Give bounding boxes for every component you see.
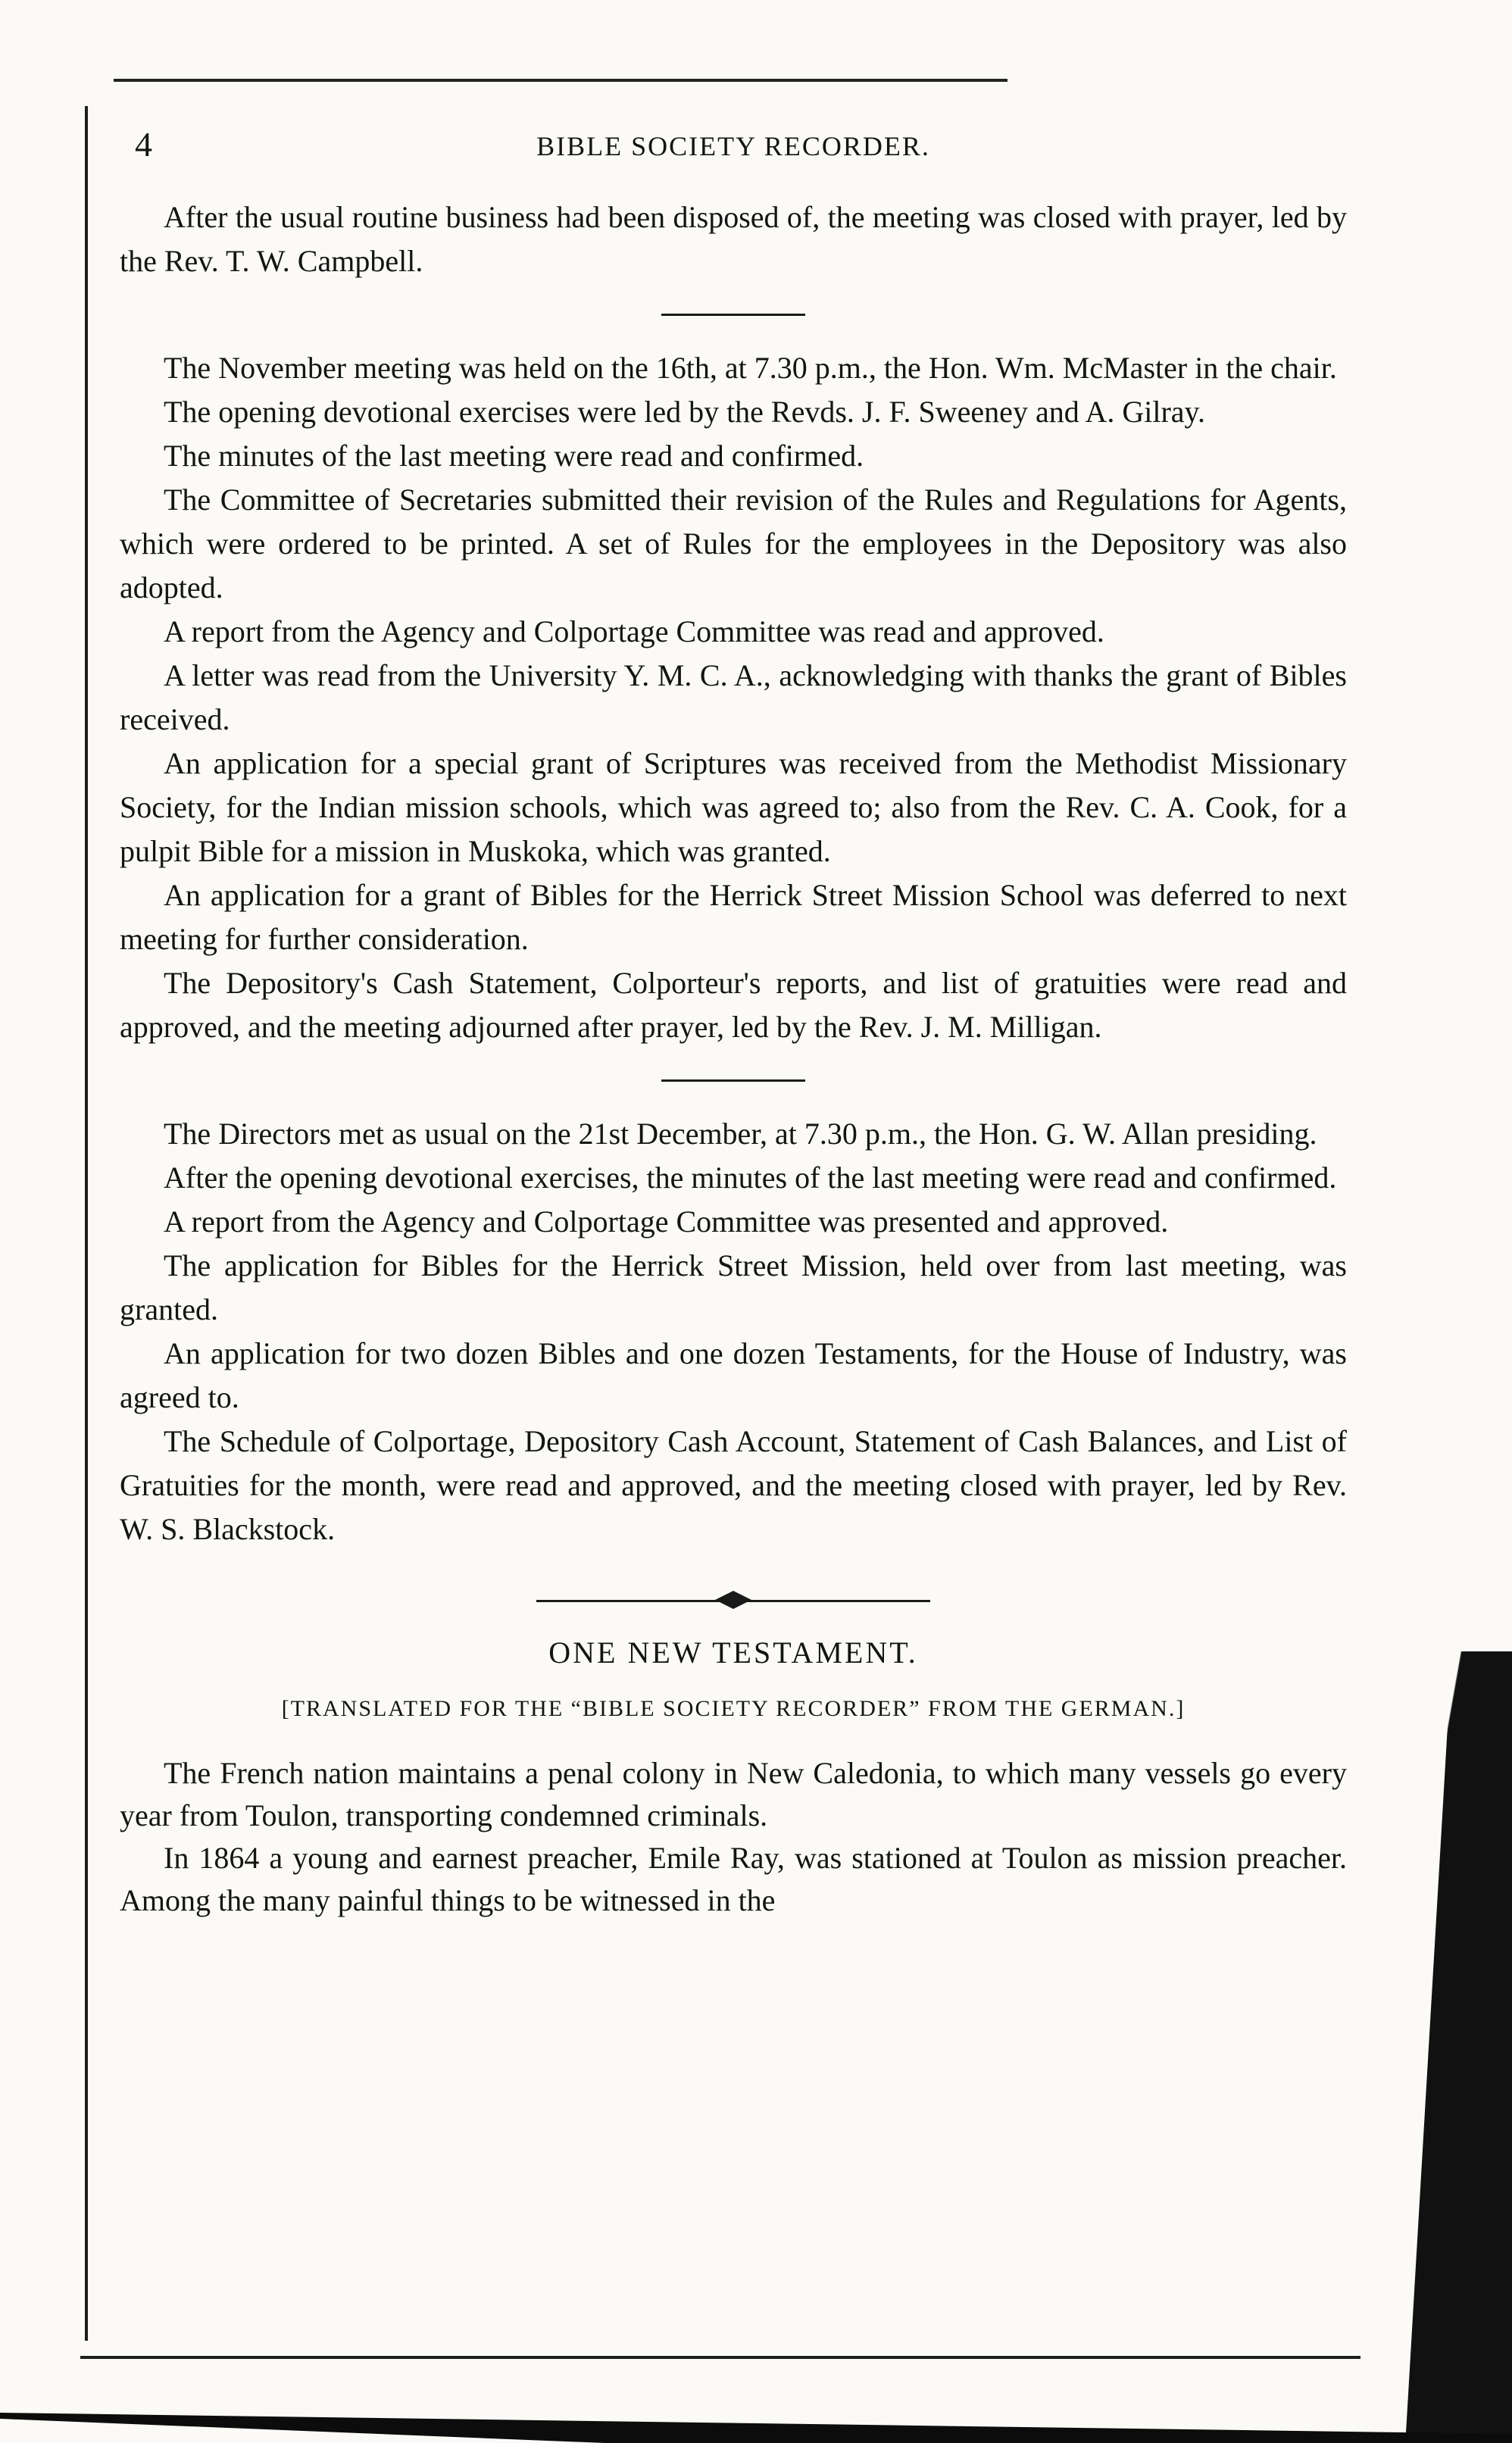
paragraph: A report from the Agency and Colportage Committee was read and approved.	[164, 614, 1104, 648]
paragraph: After the usual routine business had been disposed of, the meeting was closed with prayer, led by the Rev. T. W. Campbell.	[120, 200, 1347, 278]
paragraph: A letter was read from the University Y. M. C. A., acknowledging with thanks the grant of Bibles received.	[120, 658, 1347, 736]
running-title: BIBLE SOCIETY RECORDER.	[536, 131, 930, 161]
paragraph: In 1864 a young and earnest preacher, Emile Ray, was stationed at Toulon as mission preacher. Among the many painful things to be witnessed in the	[120, 1841, 1347, 1917]
paragraph: The Depository's Cash Statement, Colporteur's reports, and list of gratuities were read and approved, and the meeting adjourned after prayer, led by the Rev. J. M. Milligan.	[120, 966, 1347, 1044]
scan-shadow-bottom	[0, 2413, 1512, 2443]
article-one-new-testament	[120, 1635, 1347, 1922]
paragraph: The French nation maintains a penal colony in New Caledonia, to which many vessels go every year from Toulon, transporting condemned criminals.	[120, 1756, 1347, 1832]
article-subtitle: [TRANSLATED FOR THE “BIBLE SOCIETY RECORDER” FROM THE GERMAN.]	[281, 1696, 1186, 1721]
page	[120, 114, 1347, 1922]
diamond-ornament-icon	[715, 1591, 751, 1609]
paragraph: An application for two dozen Bibles and one dozen Testaments, for the House of Industry, was agreed to.	[120, 1336, 1347, 1414]
ornamental-divider	[536, 1589, 930, 1612]
paragraph: An application for a grant of Bibles for the Herrick Street Mission School was deferred to next meeting for further consideration.	[120, 878, 1347, 956]
paragraph: The Committee of Secretaries submitted their revision of the Rules and Regulations for Agents, which were ordered to be printed. A set of Rules for the employees in the Depository was also adopted.	[120, 483, 1347, 605]
page-number: 4	[135, 125, 152, 164]
paragraph: The minutes of the last meeting were read and confirmed.	[164, 439, 864, 473]
page-header	[120, 114, 1347, 182]
paragraph: The Schedule of Colportage, Depository Cash Account, Statement of Cash Balances, and List of Gratuities for the month, were read and approved, and the meeting closed with prayer, led by Rev. W. S. Blackstock.	[120, 1424, 1347, 1546]
paragraph: After the opening devotional exercises, the minutes of the last meeting were read and confirmed.	[164, 1161, 1337, 1195]
article-title: ONE NEW TESTAMENT.	[548, 1635, 918, 1670]
paragraph: An application for a special grant of Scriptures was received from the Methodist Missionary Society, for the Indian mission schools, which was agreed to; also from the Rev. C. A. Cook, for a pulpit Bible for a mission in Muskoka, which was granted.	[120, 746, 1347, 868]
scan-shadow-right	[1379, 1651, 1512, 2443]
section-divider	[661, 314, 805, 316]
paragraph: The Directors met as usual on the 21st December, at 7.30 p.m., the Hon. G. W. Allan presiding.	[164, 1117, 1317, 1151]
paragraph: The application for Bibles for the Herrick Street Mission, held over from last meeting, was granted.	[120, 1248, 1347, 1326]
bottom-rule	[80, 2356, 1360, 2359]
paragraph: The opening devotional exercises were led by the Revds. J. F. Sweeney and A. Gilray.	[164, 395, 1205, 429]
scan-top-rule	[114, 79, 1007, 82]
paragraph: A report from the Agency and Colportage Committee was presented and approved.	[164, 1204, 1169, 1239]
section-december-meeting	[120, 1112, 1347, 1551]
left-margin-rule	[85, 106, 88, 2341]
section-divider	[661, 1079, 805, 1082]
section-november-meeting	[120, 346, 1347, 1049]
section-opening	[120, 195, 1347, 283]
paragraph: The November meeting was held on the 16th, at 7.30 p.m., the Hon. Wm. McMaster in the chair.	[164, 351, 1337, 385]
